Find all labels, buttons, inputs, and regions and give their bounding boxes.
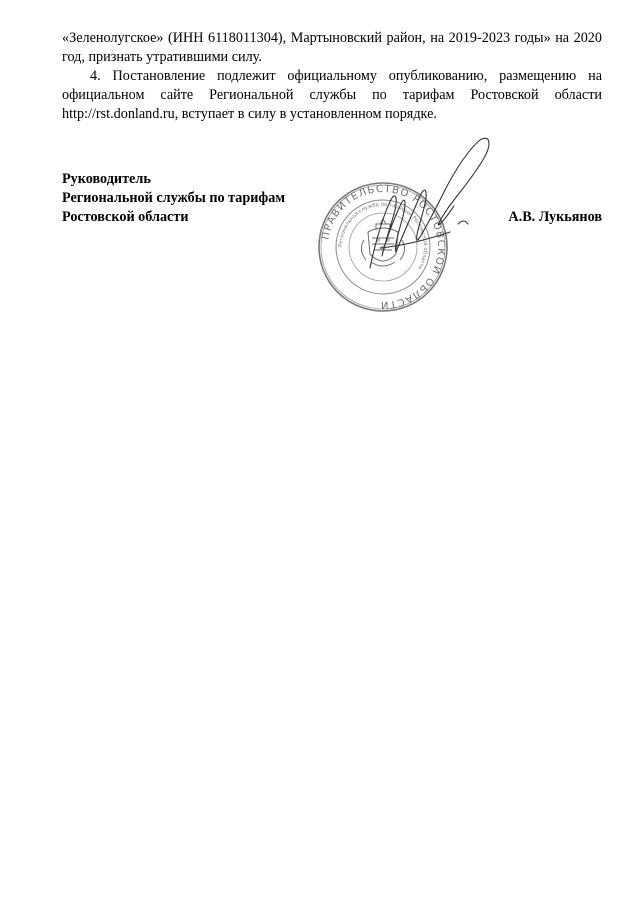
handwritten-signature-icon bbox=[337, 128, 510, 298]
paragraph-publication: 4. Постановление подлежит официальному опубликованию, размещению на официальном сайте Региональной службы по тарифам Ростовской области http://rst.donland.ru, вступает в силу в установленном порядке. bbox=[62, 68, 602, 122]
signature-position-line-3: Ростовской области bbox=[62, 209, 189, 225]
seal-inner-text: Региональная служба по тарифам Ростовской области bbox=[337, 201, 429, 271]
signature-position bbox=[62, 170, 285, 227]
paragraph-repeal: «Зеленолугское» (ИНН 6118011304), Мартыновский район, на 2019-2023 годы» на 2020 год, признать утратившими силу. bbox=[62, 30, 602, 65]
signature-position-line-1: Руководитель bbox=[62, 171, 151, 187]
seal-outer-text: ПРАВИТЕЛЬСТВО РОСТОВСКОЙ ОБЛАСТИ bbox=[320, 183, 447, 311]
signer-name: А.В. Лукьянов bbox=[508, 209, 602, 225]
signature-position-line-2: Региональной службы по тарифам bbox=[62, 190, 286, 206]
